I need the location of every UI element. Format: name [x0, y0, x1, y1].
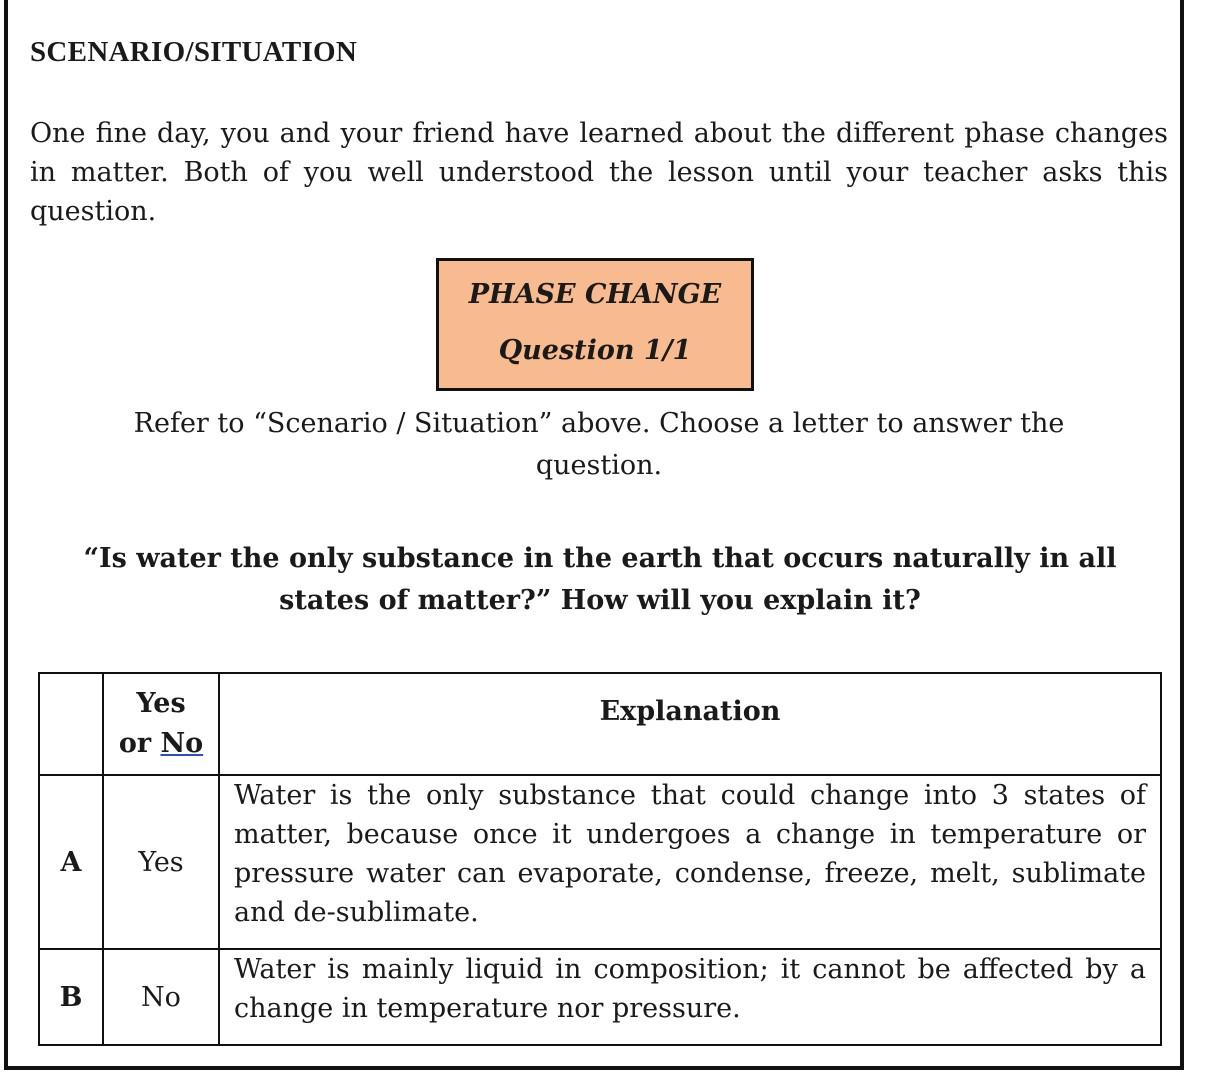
choice-letter[interactable]: A: [39, 775, 103, 949]
header-explanation: Explanation: [219, 673, 1161, 775]
scenario-title: SCENARIO/SITUATION: [30, 36, 358, 68]
choice-explanation: Water is the only substance that could change into 3 states of matter, because once it undergoes a change in temperature or pressure water can evaporate, condense, freeze, melt, sublimate and de-sublimate.: [219, 775, 1161, 949]
phase-change-title: PHASE CHANGE: [468, 279, 722, 310]
table-row[interactable]: [39, 949, 1161, 1045]
question-counter: Question 1/1: [498, 335, 692, 366]
choice-letter[interactable]: B: [39, 949, 103, 1045]
choice-answer: No: [103, 949, 219, 1045]
header-yes-or-no: [103, 673, 219, 775]
header-letter-cell: [39, 673, 103, 775]
table-row[interactable]: [39, 775, 1161, 949]
header-no: No: [160, 728, 204, 759]
choice-answer: Yes: [103, 775, 219, 949]
answer-table: [38, 672, 1162, 1046]
question-text: “Is water the only substance in the earth that occurs naturally in all states of matter?” How will you explain it?: [83, 543, 1117, 616]
table-header-row: [39, 673, 1161, 775]
choice-explanation: Water is mainly liquid in composition; it cannot be affected by a change in temperature nor pressure.: [219, 949, 1161, 1045]
scenario-text: One fine day, you and your friend have learned about the different phase changes in matter. Both of you well understood the lesson until your teacher asks this question.: [30, 118, 1168, 227]
phase-change-box: [436, 258, 754, 391]
header-yes: Yes: [136, 688, 186, 719]
header-or: or: [118, 728, 152, 759]
instruction-text: Refer to “Scenario / Situation” above. Choose a letter to answer the question.: [133, 408, 1065, 481]
